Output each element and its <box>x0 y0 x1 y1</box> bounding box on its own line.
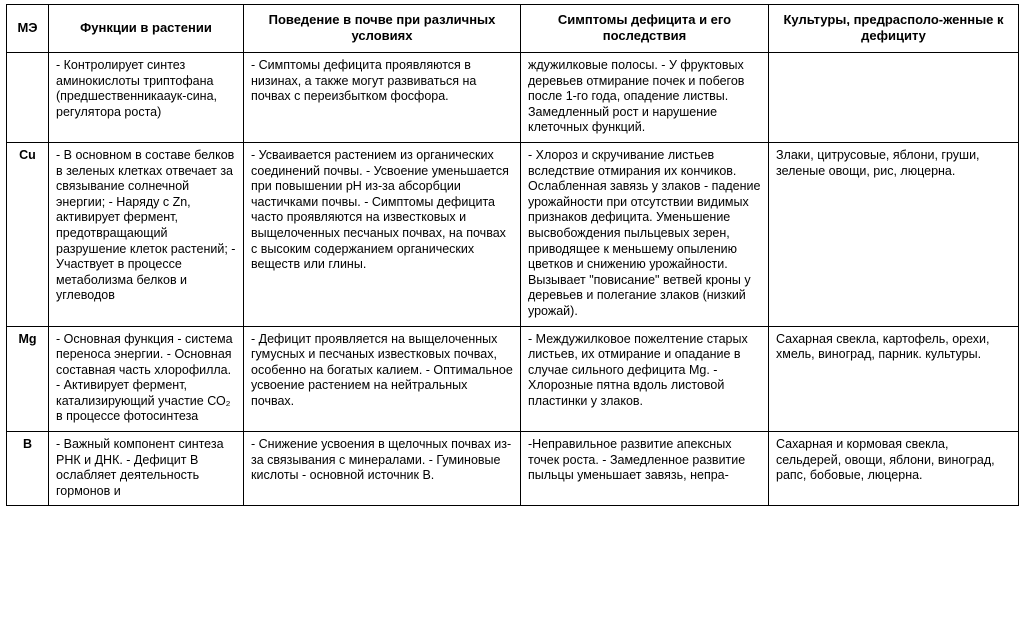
table-row <box>7 53 1019 143</box>
cell-functions: - Основная функция - система переноса энергии. - Основная составная часть хлорофилла. - Активирует фермент, катализирующий участие СО₂ в процессе фотосинтеза <box>49 326 244 432</box>
cell-functions: - Важный компонент синтеза РНК и ДНК. - Дефицит В ослабляет деятельность гормонов и <box>49 432 244 506</box>
column-header-susceptible-crops: Культуры, предрасполо-женные к дефициту <box>769 5 1019 53</box>
table-row <box>7 432 1019 506</box>
cell-deficiency-symptoms: -Неправильное развитие апексных точек роста. - Замедленное развитие пыльцы уменьшает завязь, непра- <box>521 432 769 506</box>
column-header-functions: Функции в растении <box>49 5 244 53</box>
cell-soil-behavior: - Симптомы дефицита проявляются в низинах, а также могут развиваться на почвах с переизбытком фосфора. <box>244 53 521 143</box>
micronutrients-table <box>6 4 1019 506</box>
table-header <box>7 5 1019 53</box>
column-header-element: МЭ <box>7 5 49 53</box>
table-row <box>7 326 1019 432</box>
cell-element: В <box>7 432 49 506</box>
cell-susceptible-crops: Сахарная свекла, картофель, орехи, хмель, виноград, парник. культуры. <box>769 326 1019 432</box>
cell-deficiency-symptoms: ждужилковые полосы. - У фруктовых деревьев отмирание почек и побегов после 1-го года, опадение листвы. Замедленный рост и нарушение клеточных функций. <box>521 53 769 143</box>
cell-soil-behavior: - Снижение усвоения в щелочных почвах из-за связывания с минералами. - Гуминовые кислоты - основной источник В. <box>244 432 521 506</box>
cell-element: Mg <box>7 326 49 432</box>
table-body <box>7 53 1019 506</box>
cell-soil-behavior: - Дефицит проявляется на выщелоченных гумусных и песчаных известковых почвах, особенно на богатых калием. - Оптимальное усвоение растением на нейтральных почвах. <box>244 326 521 432</box>
cell-susceptible-crops: Злаки, цитрусовые, яблони, груши, зеленые овощи, рис, люцерна. <box>769 142 1019 326</box>
cell-soil-behavior: - Усваивается растением из органических соединений почвы. - Усвоение уменьшается при повышении рН из-за абсорбции частичками почвы. - Симптомы дефицита часто проявляются на известковых и выщелоченных песчаных почвах, на почвах с высоким содержанием органических веществ или глины. <box>244 142 521 326</box>
table-header-row <box>7 5 1019 53</box>
cell-susceptible-crops <box>769 53 1019 143</box>
cell-element <box>7 53 49 143</box>
column-header-deficiency-symptoms: Симптомы дефицита и его последствия <box>521 5 769 53</box>
cell-deficiency-symptoms: - Междужилковое пожелтение старых листьев, их отмирание и опадание в случае сильного дефицита Mg. - Хлорозные пятна вдоль листовой пластинки у злаков. <box>521 326 769 432</box>
cell-element: Cu <box>7 142 49 326</box>
cell-functions: - В основном в составе белков в зеленых клетках отвечает за связывание солнечной энергии; - Наряду с Zn, активирует фермент, предотвращающий разрушение клеток растений; - Участвует в процессе метаболизма белков и углеводов <box>49 142 244 326</box>
table-row <box>7 142 1019 326</box>
cell-deficiency-symptoms: - Хлороз и скручивание листьев вследствие отмирания их кончиков. Ослабленная завязь у злаков - падение урожайности при отсутствии видимых признаков дефицита. Уменьшение высвобождения пыльцевых зерен, приводящее к меньшему опылению цветков и снижению урожайности. Вызывает "повисание" ветвей кроны у деревьев и полегание злаков (низкий урожай). <box>521 142 769 326</box>
column-header-soil-behavior: Поведение в почве при различных условиях <box>244 5 521 53</box>
cell-functions: - Контролирует синтез аминокислоты триптофана (предшественникааук-сина, регулятора роста) <box>49 53 244 143</box>
cell-susceptible-crops: Сахарная и кормовая свекла, сельдерей, овощи, яблони, виноград, рапс, бобовые, люцерна. <box>769 432 1019 506</box>
